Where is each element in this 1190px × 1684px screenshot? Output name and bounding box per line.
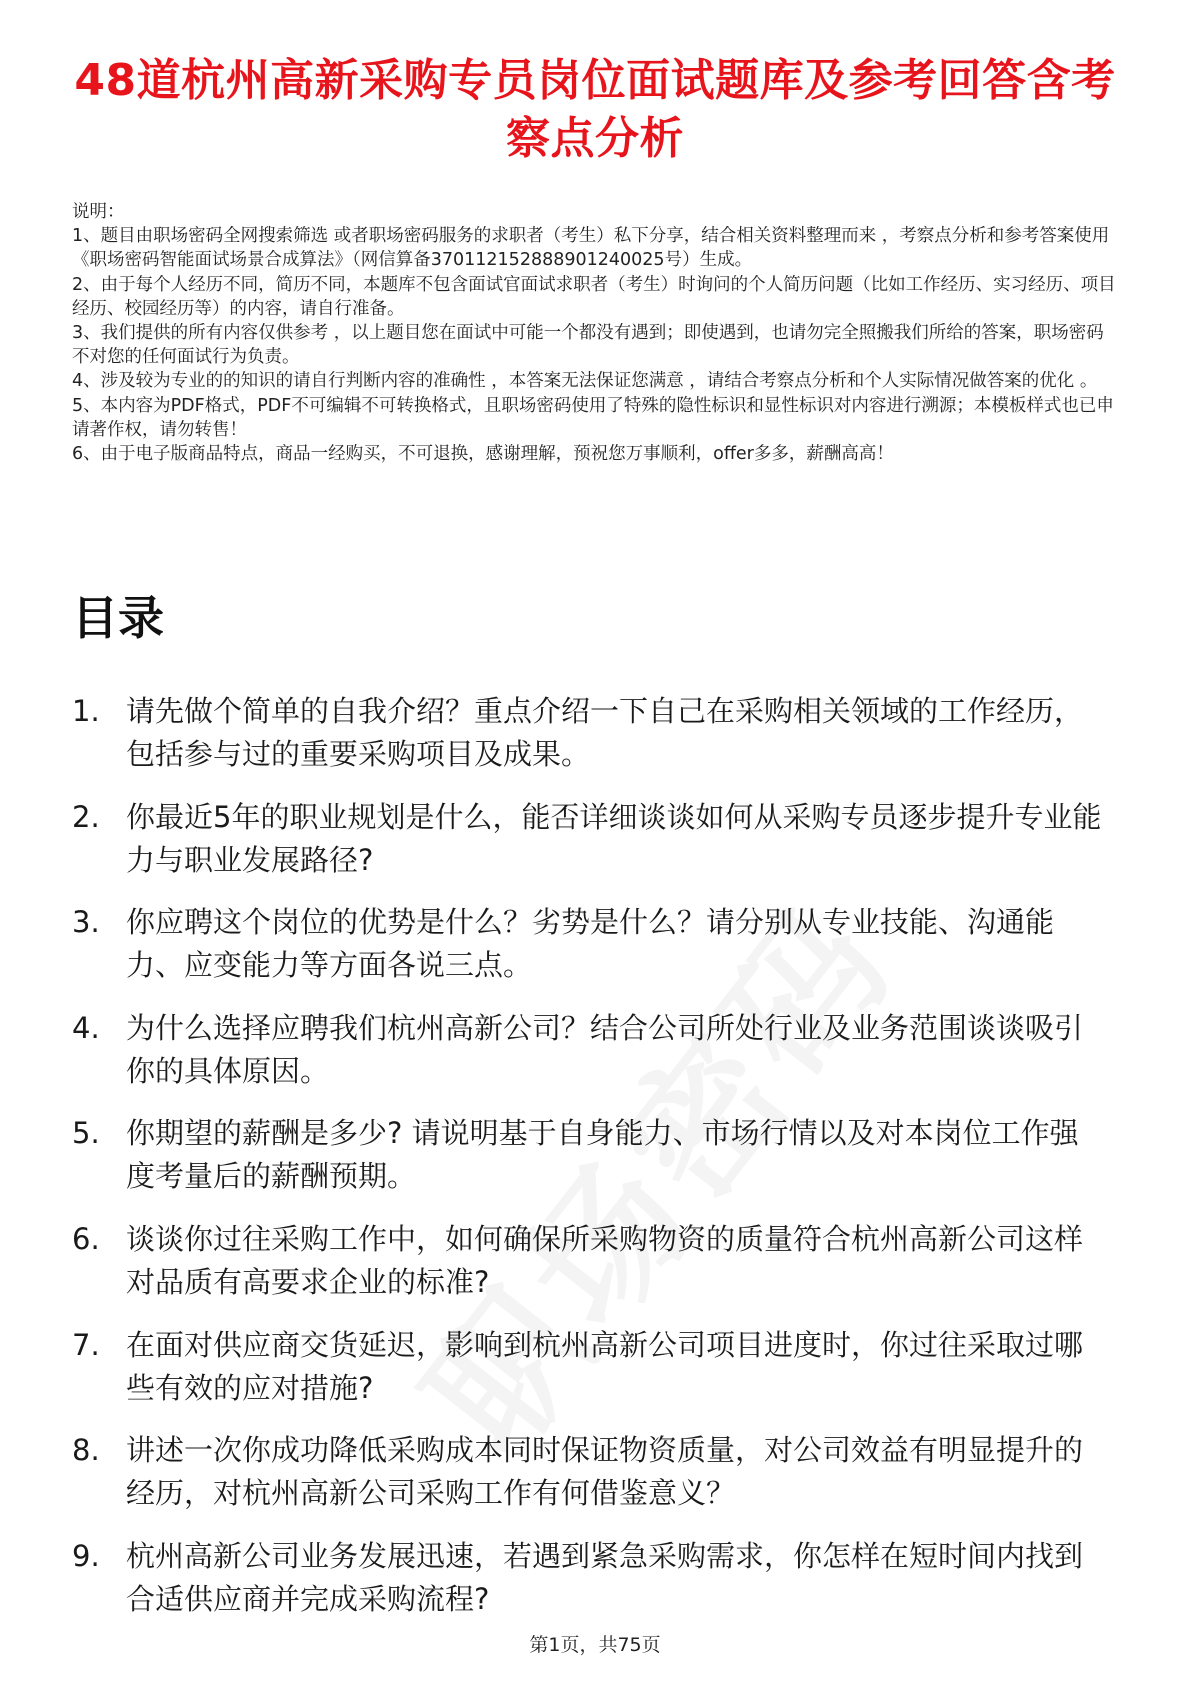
document-title: 48道杭州高新采购专员岗位面试题库及参考回答含考察点分析 xyxy=(74,55,1116,164)
question-number: 9. xyxy=(72,1538,100,1573)
question-text: 谈谈你过往采购工作中，如何确保所采购物资的质量符合杭州高新公司这样对品质有高要求企业的标准? xyxy=(126,1221,1084,1299)
question-item xyxy=(0,1324,1104,1410)
question-number: 1. xyxy=(72,694,100,728)
question-number: 4. xyxy=(72,1010,100,1045)
question-list xyxy=(0,690,1190,1640)
notes-heading: 说明： xyxy=(72,202,125,222)
question-number: 5. xyxy=(72,1116,100,1151)
question-number: 6. xyxy=(72,1221,100,1256)
question-text: 为什么选择应聘我们杭州高新公司？结合公司所处行业及业务范围谈谈吸引你的具体原因。 xyxy=(126,1010,1084,1088)
question-item xyxy=(0,1218,1104,1304)
notes-section xyxy=(72,200,1118,466)
question-text: 你应聘这个岗位的优势是什么？劣势是什么？请分别从专业技能、沟通能力、应变能力等方面各说三点。 xyxy=(126,905,1055,983)
question-number: 7. xyxy=(72,1327,100,1362)
question-text: 杭州高新公司业务发展迅速，若遇到紧急采购需求，你怎样在短时间内找到合适供应商并完成采购流程? xyxy=(126,1538,1084,1616)
question-text: 你期望的薪酬是多少? 请说明基于自身能力、市场行情以及对本岗位工作强度考量后的薪酬预期。 xyxy=(126,1116,1079,1194)
question-item xyxy=(0,690,1104,776)
question-text: 在面对供应商交货延迟，影响到杭州高新公司项目进度时，你过往采取过哪些有效的应对措施? xyxy=(126,1327,1084,1405)
question-item xyxy=(0,1429,1104,1515)
page-footer: 第1页，共75页 xyxy=(529,1634,661,1656)
question-text: 请先做个简单的自我介绍？重点介绍一下自己在采购相关领域的工作经历，包括参与过的重要采购项目及成果。 xyxy=(126,694,1084,771)
toc-heading: 目录 xyxy=(72,591,164,645)
question-number: 3. xyxy=(72,905,100,940)
question-item xyxy=(0,1535,1104,1621)
question-number: 2. xyxy=(72,799,100,834)
question-text: 你最近5年的职业规划是什么，能否详细谈谈如何从采购专员逐步提升专业能力与职业发展路径? xyxy=(126,799,1102,877)
note-item: 6、由于电子版商品特点，商品一经购买，不可退换，感谢理解，预祝您万事顺利，offer多多，薪酬高高！ xyxy=(72,444,894,465)
question-text: 讲述一次你成功降低采购成本同时保证物资质量，对公司效益有明显提升的经历，对杭州高新公司采购工作有何借鉴意义？ xyxy=(126,1433,1084,1511)
question-item xyxy=(0,796,1104,882)
note-item: 1、题目由职场密码全网搜索筛选 或者职场密码服务的求职者（考生）私下分享，结合相关资料整理而来 ，考察点分析和参考答案使用《职场密码智能面试场景合成算法》（网信算备370112152888901240025号）生成。 xyxy=(72,226,1110,271)
note-item: 2、由于每个人经历不同，简历不同，本题库不包含面试官面试求职者（考生）时询问的个人简历问题（比如工作经历、实习经历、项目经历、校园经历等）的内容，请自行准备。 xyxy=(72,274,1116,319)
note-item: 4、涉及较为专业的的知识的请自行判断内容的准确性 ，本答案无法保证您满意 ，请结合考察点分析和个人实际情况做答案的优化 。 xyxy=(72,371,1098,392)
question-item xyxy=(0,1007,1104,1093)
note-item: 3、我们提供的所有内容仅供参考 ，以上题目您在面试中可能一个都没有遇到；即使遇到，也请勿完全照搬我们所给的答案，职场密码不对您的任何面试行为负责。 xyxy=(72,323,1104,368)
question-item xyxy=(0,901,1104,987)
question-number: 8. xyxy=(72,1433,100,1468)
question-item xyxy=(0,1112,1104,1198)
note-item: 5、本内容为PDF格式，PDF不可编辑不可转换格式，且职场密码使用了特殊的隐性标识和显性标识对内容进行溯源；本模板样式也已申请著作权，请勿转售！ xyxy=(72,395,1114,440)
